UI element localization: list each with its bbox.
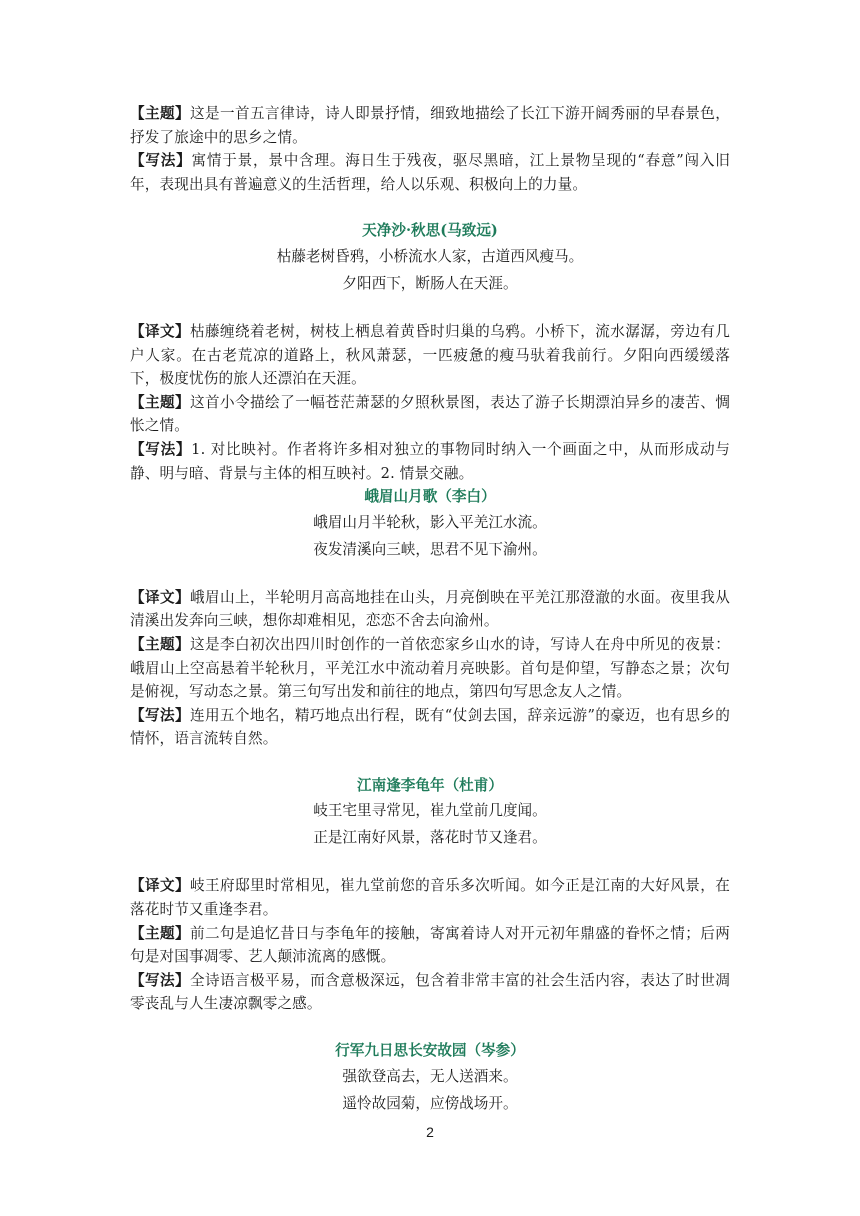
poem-title: 行军九日思长安故园（岑参） — [335, 1042, 525, 1060]
spacer — [130, 196, 730, 219]
label-method: 【写法】 — [130, 971, 191, 989]
poem-translation — [130, 586, 730, 633]
page-content — [130, 102, 730, 1117]
spacer — [130, 751, 730, 774]
poem-line: 夕阳西下，断肠人在天涯。 — [342, 274, 518, 292]
poem-title: 江南逢李龟年（杜甫） — [357, 776, 503, 794]
theme-text: 这是李白初次出四川时创作的一首依恋家乡山水的诗，写诗人在舟中所见的夜景：峨眉山上空高悬着半轮秋月，平羌江水中流动着月亮映影。首句是仰望，写静态之景；次句是俯视，写动态之景。第三句写出发和前往的地点，第四句写思念友人之情。 — [130, 635, 730, 701]
poem-translation — [130, 874, 730, 921]
label-method: 【写法】 — [130, 440, 192, 458]
intro-theme-text: 这是一首五言律诗，诗人即景抒情，细致地描绘了长江下游开阔秀丽的早春景色，抒发了旅途中的思乡之情。 — [130, 105, 730, 146]
poem-method — [130, 704, 730, 751]
spacer — [130, 563, 730, 586]
poem-line: 正是江南好风景，落花时节又逢君。 — [313, 829, 547, 847]
label-theme: 【主题】 — [130, 924, 191, 942]
page-number: 2 — [426, 1124, 434, 1140]
intro-method-text: 寓情于景，景中含理。海日生于残夜，驱尽黑暗，江上景物呈现的“春意”闯入旧年，表现出具有普遍意义的生活哲理，给人以乐观、积极向上的力量。 — [130, 152, 730, 193]
poem-line: 岐王宅里寻常见，崔九堂前几度闻。 — [313, 802, 547, 820]
label-translation: 【译文】 — [130, 588, 191, 606]
translation-text: 枯藤缠绕着老树，树枝上栖息着黄昏时归巢的乌鸦。小桥下，流水潺潺，旁边有几户人家。在古老荒凉的道路上，秋风萧瑟，一匹疲惫的瘦马驮着我前行。夕阳向西缓缓落下，极度忧伤的旅人还漂泊在天涯。 — [130, 322, 730, 388]
method-text: 全诗语言极平易，而含意极深远，包含着非常丰富的社会生活内容，表达了时世凋零丧乱与人生凄凉飘零之感。 — [130, 971, 730, 1013]
poem-translation — [130, 320, 730, 391]
label-theme: 【主题】 — [130, 393, 191, 411]
spacer — [130, 297, 730, 320]
poem-theme — [130, 922, 730, 969]
spacer — [130, 851, 730, 874]
label-translation: 【译文】 — [130, 322, 191, 340]
intro-theme — [130, 102, 730, 149]
method-text: 连用五个地名，精巧地点出行程，既有“仗剑去国，辞亲远游”的豪迈，也有思乡的情怀，语言流转自然。 — [130, 706, 730, 748]
poem-title: 峨眉山月歌（李白） — [364, 488, 496, 506]
poem-line: 强欲登高去，无人送酒来。 — [342, 1067, 518, 1085]
label-method: 【写法】 — [130, 152, 192, 170]
label-method: 【写法】 — [130, 706, 190, 724]
label-theme: 【主题】 — [130, 635, 191, 653]
label-theme: 【主题】 — [130, 105, 191, 122]
poem-theme — [130, 391, 730, 438]
poem-line: 夜发清溪向三峡，思君不见下渝州。 — [313, 540, 547, 558]
poem-line: 峨眉山月半轮秋，影入平羌江水流。 — [313, 513, 547, 531]
poem-title: 天净沙·秋思(马致远) — [362, 222, 498, 240]
poem-theme — [130, 633, 730, 704]
translation-text: 峨眉山上，半轮明月高高地挂在山头，月亮倒映在平羌江那澄澈的水面。夜里我从清溪出发奔向三峡，想你却难相见，恋恋不舍去向渝州。 — [130, 588, 730, 630]
method-text: 1. 对比映衬。作者将许多相对独立的事物同时纳入一个画面之中，从而形成动与静、明与暗、背景与主体的相互映衬。2. 情景交融。 — [130, 440, 730, 482]
poem-line: 遥怜故园菊，应傍战场开。 — [342, 1094, 518, 1112]
intro-method — [130, 149, 730, 196]
poem-line: 枯藤老树昏鸦，小桥流水人家，古道西风瘦马。 — [276, 247, 584, 265]
spacer — [130, 1016, 730, 1039]
theme-text: 前二句是追忆昔日与李龟年的接触，寄寓着诗人对开元初年鼎盛的眷怀之情；后两句是对国事凋零、艺人颠沛流离的感慨。 — [130, 924, 730, 966]
label-translation: 【译文】 — [130, 877, 191, 895]
poem-method — [130, 969, 730, 1016]
poem-method — [130, 438, 730, 485]
theme-text: 这首小令描绘了一幅苍茫萧瑟的夕照秋景图，表达了游子长期漂泊异乡的凄苦、惆怅之情。 — [130, 393, 730, 435]
translation-text: 岐王府邸里时常相见，崔九堂前您的音乐多次听闻。如今正是江南的大好风景，在落花时节又重逢李君。 — [130, 877, 730, 919]
